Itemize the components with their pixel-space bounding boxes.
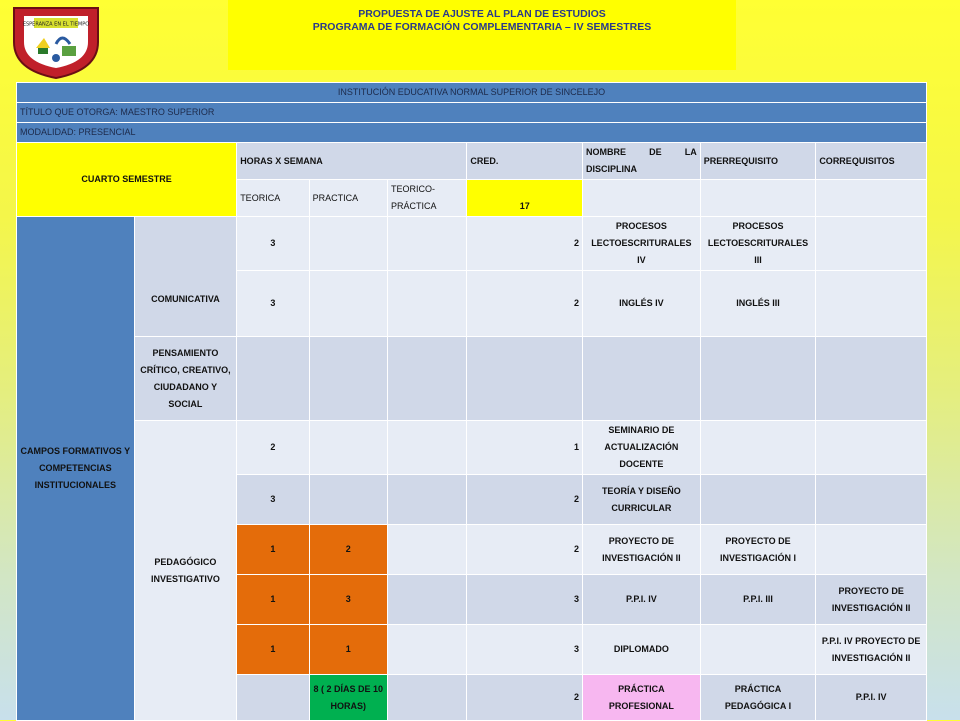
empty-cell [816, 180, 927, 217]
discipline-header: NOMBRE DE LA DISCIPLINA [583, 143, 701, 180]
practice-hours: 2 [309, 525, 387, 575]
theory-practice-hours [388, 675, 467, 721]
theory-hours: 2 [237, 421, 309, 475]
practice-hours [309, 217, 387, 271]
prerequisite: PROYECTO DE INVESTIGACIÓN I [700, 525, 816, 575]
corequisite: P.P.I. IV PROYECTO DE INVESTIGACIÓN II [816, 625, 927, 675]
theory-hours [237, 675, 309, 721]
credits: 2 [467, 271, 583, 337]
discipline-name: PROYECTO DE INVESTIGACIÓN II [583, 525, 701, 575]
prerequisite [700, 625, 816, 675]
discipline-name: DIPLOMADO [583, 625, 701, 675]
empty-cell [700, 180, 816, 217]
theory-hours: 1 [237, 625, 309, 675]
discipline-name: P.P.I. IV [583, 575, 701, 625]
theory-hours: 3 [237, 475, 309, 525]
prerequisite: P.P.I. III [700, 575, 816, 625]
header-title: PROPUESTA DE AJUSTE AL PLAN DE ESTUDIOS [358, 8, 606, 20]
school-logo-icon [10, 2, 102, 80]
modality: MODALIDAD: PRESENCIAL [17, 123, 927, 143]
school-logo [10, 2, 102, 80]
corequisite: PROYECTO DE INVESTIGACIÓN II [816, 575, 927, 625]
credits: 2 [467, 675, 583, 721]
theory-practice-hours [388, 421, 467, 475]
corequisite [816, 271, 927, 337]
theory-hours: 1 [237, 575, 309, 625]
theory-hours: 3 [237, 271, 309, 337]
col-theory-header: TEORICA [237, 180, 309, 217]
prerequisite: INGLÉS III [700, 271, 816, 337]
group-pedagogico: PEDAGÓGICO INVESTIGATIVO [134, 421, 237, 721]
logo-caption: ESPERANZA EN EL TIEMPO [22, 21, 90, 28]
study-plan-table [16, 82, 927, 721]
theory-practice-hours [388, 337, 467, 421]
prerequisite [700, 421, 816, 475]
group-pensamiento: PENSAMIENTO CRÍTICO, CREATIVO, CIUDADANO Y SOCIAL [134, 337, 237, 421]
group-comunicativa: COMUNICATIVA [134, 217, 237, 337]
credits: 1 [467, 421, 583, 475]
theory-practice-hours [388, 217, 467, 271]
corequisite [816, 337, 927, 421]
credits: 2 [467, 525, 583, 575]
prerequisite: PROCESOS LECTOESCRITURALES III [700, 217, 816, 271]
practice-hours: 8 ( 2 DÍAS DE 10 HORAS) [309, 675, 387, 721]
empty-cell [583, 180, 701, 217]
corequisite [816, 475, 927, 525]
semester-label: CUARTO SEMESTRE [17, 143, 237, 217]
credits [467, 337, 583, 421]
col-practice-header: PRACTICA [309, 180, 387, 217]
theory-hours [237, 337, 309, 421]
theory-hours: 3 [237, 217, 309, 271]
credits: 2 [467, 217, 583, 271]
discipline-name: SEMINARIO DE ACTUALIZACIÓN DOCENTE [583, 421, 701, 475]
corequisite-header: CORREQUISITOS [816, 143, 927, 180]
theory-practice-hours [388, 271, 467, 337]
hours-per-week-header: HORAS X SEMANA [237, 143, 467, 180]
institution-name: INSTITUCIÓN EDUCATIVA NORMAL SUPERIOR DE SINCELEJO [17, 83, 927, 103]
header-subtitle: PROGRAMA DE FORMACIÓN COMPLEMENTARIA – IV SEMESTRES [312, 21, 652, 33]
theory-practice-hours [388, 475, 467, 525]
prerequisite-header: PRERREQUISITO [700, 143, 816, 180]
practice-hours [309, 421, 387, 475]
formative-fields-label: CAMPOS FORMATIVOS Y COMPETENCIAS INSTITUCIONALES [17, 217, 135, 721]
practice-hours [309, 337, 387, 421]
theory-practice-hours [388, 625, 467, 675]
theory-practice-hours [388, 575, 467, 625]
practice-hours: 1 [309, 625, 387, 675]
corequisite [816, 421, 927, 475]
title-awarded: TÍTULO QUE OTORGA: MAESTRO SUPERIOR [17, 103, 927, 123]
credits-header: CRED. [467, 143, 583, 180]
total-credits: 17 [467, 180, 583, 217]
theory-practice-hours [388, 525, 467, 575]
discipline-name: INGLÉS IV [583, 271, 701, 337]
discipline-name: PROCESOS LECTOESCRITURALES IV [583, 217, 701, 271]
discipline-name: TEORÍA Y DISEÑO CURRICULAR [583, 475, 701, 525]
prerequisite [700, 337, 816, 421]
col-theory-practice-header: TEORICO-PRÁCTICA [388, 180, 467, 217]
discipline-name: PRÁCTICA PROFESIONAL [583, 675, 701, 721]
practice-hours: 3 [309, 575, 387, 625]
theory-hours: 1 [237, 525, 309, 575]
credits: 3 [467, 625, 583, 675]
prerequisite [700, 475, 816, 525]
corequisite: P.P.I. IV [816, 675, 927, 721]
corequisite [816, 217, 927, 271]
credits: 3 [467, 575, 583, 625]
practice-hours [309, 271, 387, 337]
discipline-name [583, 337, 701, 421]
corequisite [816, 525, 927, 575]
practice-hours [309, 475, 387, 525]
prerequisite: PRÁCTICA PEDAGÓGICA I [700, 675, 816, 721]
credits: 2 [467, 475, 583, 525]
